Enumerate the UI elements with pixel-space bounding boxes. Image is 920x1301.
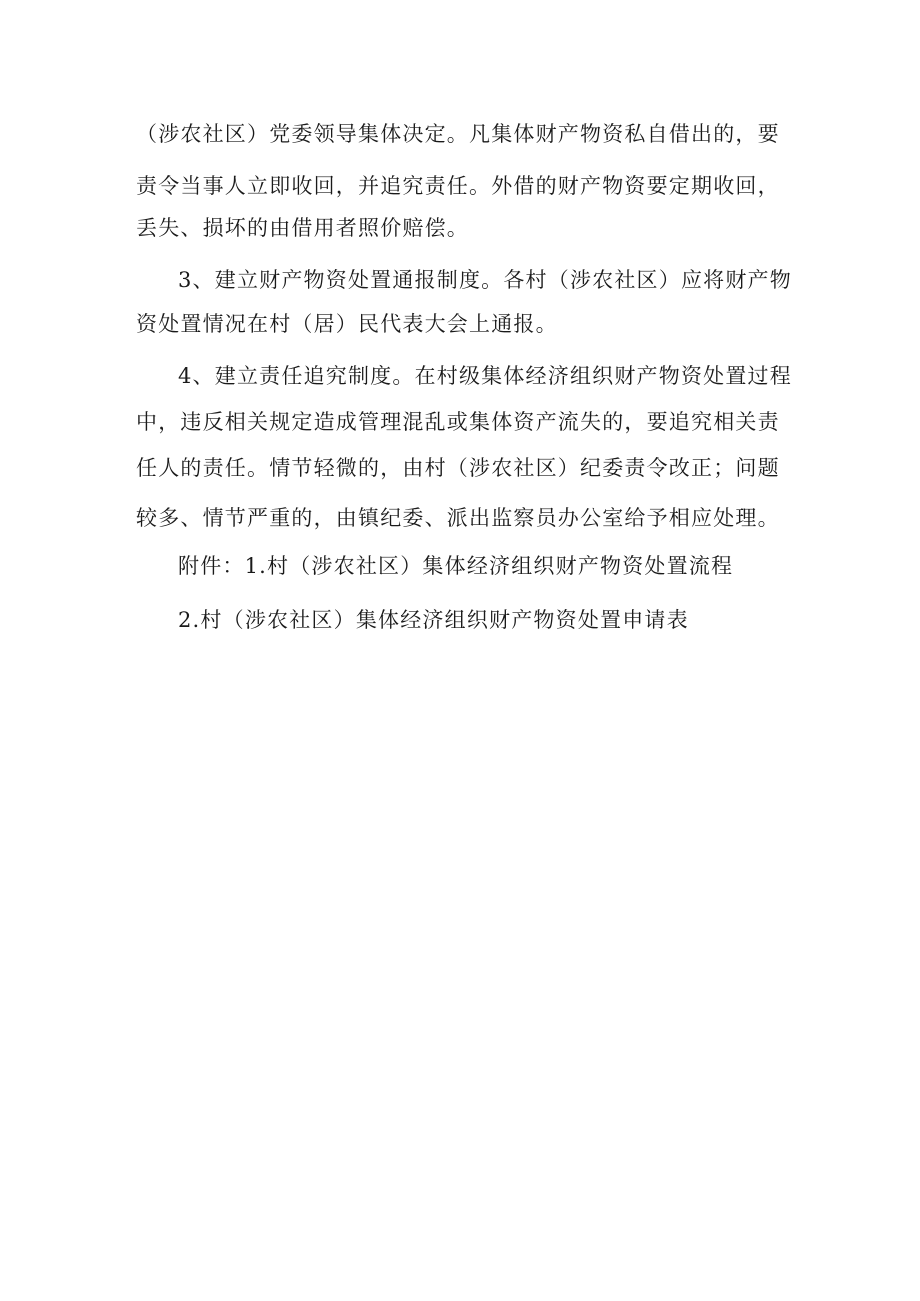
paragraph-3-line-1: 4、建立责任追究制度。在村级集体经济组织财产物资处置过程 <box>178 364 792 388</box>
paragraph-3-line-2: 中，违反相关规定造成管理混乱或集体资产流失的，要追究相关责 <box>136 410 780 434</box>
paragraph-3-line-3: 任人的责任。情节轻微的，由村（涉农社区）纪委责令改正；问题 <box>136 456 780 480</box>
paragraph-1-line-2: 责令当事人立即收回，并追究责任。外借的财产物资要定期收回， <box>136 174 780 198</box>
paragraph-1-line-1: （涉农社区）党委领导集体决定。凡集体财产物资私自借出的，要 <box>136 122 780 146</box>
paragraph-3-line-4: 较多、情节严重的，由镇纪委、派出监察员办公室给予相应处理。 <box>136 506 780 530</box>
paragraph-2-line-1: 3、建立财产物资处置通报制度。各村（涉农社区）应将财产物 <box>178 268 792 292</box>
attachment-2: 2.村（涉农社区）集体经济组织财产物资处置申请表 <box>178 608 689 632</box>
paragraph-1-line-3: 丢失、损坏的由借用者照价赔偿。 <box>136 216 469 240</box>
paragraph-2-line-2: 资处置情况在村（居）民代表大会上通报。 <box>136 312 558 336</box>
attachment-1: 附件：1.村（涉农社区）集体经济组织财产物资处置流程 <box>178 554 734 578</box>
